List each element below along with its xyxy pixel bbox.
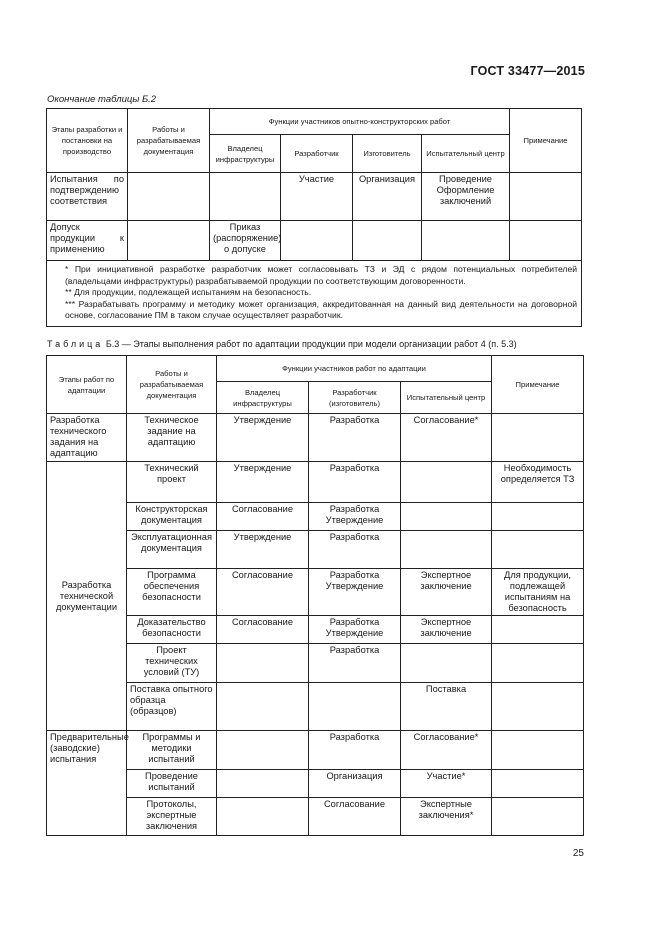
b3-cell-developer: Поставка: [401, 683, 492, 731]
table-row: [47, 503, 584, 531]
b3-cell-work: Конструкторская документация: [127, 503, 217, 531]
b2-header-test-center: Испытательный центр: [422, 135, 510, 173]
b2-cell-developer: Участие: [281, 173, 353, 221]
b2-cell-manufacturer: [353, 221, 422, 261]
table-row: [47, 221, 582, 261]
footnote: *** Разрабатывать программу и методику может организация, аккредитованная на данный вид деятельности на договорной основе, согласование ПМ в таком случае осуществляет разработчик.: [65, 298, 578, 320]
b3-cell-developer: Разработка Утверждение: [309, 503, 401, 531]
b3-stage-cell: Разработка технической документации: [47, 462, 127, 731]
b3-cell-developer: Разработка: [309, 414, 401, 462]
b3-cell-note: [492, 616, 584, 644]
b3-cell-work: Программы и методики испытаний: [127, 731, 217, 770]
table-row: [47, 770, 584, 798]
b3-cell-test-center: [401, 531, 492, 569]
b3-cell-note: Необходимость определяется ТЗ: [492, 462, 584, 503]
b3-cell-note: [492, 503, 584, 531]
table-row: [47, 462, 584, 503]
b3-cell-developer: Разработка Утверждение: [309, 616, 401, 644]
table-row: [47, 798, 584, 836]
b3-cell-note: [492, 770, 584, 798]
b3-cell-owner: [217, 798, 309, 836]
b2-cell-test-center: [422, 221, 510, 261]
b3-cell-note: [492, 531, 584, 569]
b3-cell-test-center: [401, 644, 492, 683]
b3-cell-note: [492, 798, 584, 836]
b3-stage-cell: Предварительные (заводские) испытания: [47, 731, 127, 836]
table-b3-caption-text: Б.3 — Этапы выполнения работ по адаптации продукции при модели организации работ 4 (п. 5.3): [105, 339, 517, 349]
b2-cell-note: [510, 173, 582, 221]
table-b3: [46, 355, 584, 836]
table-row: [47, 414, 584, 462]
b3-cell-work: Доказательство безопасности: [127, 616, 217, 644]
b3-cell-owner: Утверждение: [217, 531, 309, 569]
b3-header-owner: Владелец инфраструктуры: [217, 382, 309, 414]
b3-header-test-center: Испытательный центр: [401, 382, 492, 414]
b3-cell-owner: Согласование: [217, 569, 309, 616]
b2-header-note: Примечание: [510, 109, 582, 173]
b3-cell-developer: Разработка: [309, 531, 401, 569]
b3-header-developer: Разработчик (изготовитель): [309, 382, 401, 414]
b3-cell-owner: Утверждение: [217, 414, 309, 462]
table-b2: [46, 108, 582, 327]
b3-cell-work: Программа обеспечения безопасности: [127, 569, 217, 616]
b3-cell-test-center: [401, 462, 492, 503]
b3-cell-test-center: Согласование*: [401, 731, 492, 770]
b3-cell-work: Техническое задание на адаптацию: [127, 414, 217, 462]
b3-cell-developer: Согласование: [309, 798, 401, 836]
b3-header-work: Работы и разрабатываемая документация: [127, 356, 217, 414]
b2-header-functions: Функции участников опытно-конструкторских работ: [210, 109, 510, 135]
b3-cell-test-center: Экспертные заключения*: [401, 798, 492, 836]
b2-cell-owner: Приказ (распоряжение) о допуске: [210, 221, 281, 261]
b2-header-stages: Этапы разработки и постановки на производство: [47, 109, 128, 173]
b3-cell-test-center: Участие*: [401, 770, 492, 798]
b3-cell-owner: Согласование: [217, 616, 309, 644]
b2-cell-work: [128, 221, 210, 261]
b3-cell-work: Протоколы, экспертные заключения: [127, 798, 217, 836]
b3-cell-note: [492, 644, 584, 683]
footnote: ** Для продукции, подлежащей испытаниям на безопасность.: [65, 287, 312, 297]
b2-footnotes: [47, 261, 582, 327]
b3-cell-owner: Согласование: [217, 503, 309, 531]
standard-number: ГОСТ 33477—2015: [470, 64, 585, 78]
b2-cell-stage: Допуск продукции к применению: [47, 221, 128, 261]
b2-cell-test-center: Проведение Оформление заключений: [422, 173, 510, 221]
table-row: [47, 569, 584, 616]
b3-cell-developer: Организация: [309, 770, 401, 798]
table-row: [47, 644, 584, 683]
b3-cell-owner: [309, 683, 401, 731]
b3-cell-note: [492, 731, 584, 770]
b3-cell-test-center: Согласование*: [401, 414, 492, 462]
b3-cell-developer: Разработка: [309, 731, 401, 770]
b3-cell-developer: Разработка: [309, 644, 401, 683]
b3-cell-test-center: [401, 503, 492, 531]
b2-cell-stage: Испытания по подтверждению соответствия: [47, 173, 128, 221]
b3-cell-owner: [217, 731, 309, 770]
b3-cell-developer: Разработка: [309, 462, 401, 503]
table-row: [47, 616, 584, 644]
b3-cell-work: Эксплуатационная документация: [127, 531, 217, 569]
b3-cell-owner: Утверждение: [217, 462, 309, 503]
b2-cell-manufacturer: Организация: [353, 173, 422, 221]
b3-header-stages: Этапы работ по адаптации: [47, 356, 127, 414]
table-row: [47, 531, 584, 569]
b2-header-owner: Владелец инфраструктуры: [210, 135, 281, 173]
b2-notes-row: [47, 261, 582, 327]
b3-cell-developer: Разработка Утверждение: [309, 569, 401, 616]
b2-cell-developer: [281, 221, 353, 261]
footnote: * При инициативной разработке разработчик может согласовывать ТЗ и ЭД с рядом потенциальных потребителей (владельцами инфраструктуры) разрабатываемой продукции по соответствующим договоренности.: [65, 264, 578, 286]
b2-cell-note: [510, 221, 582, 261]
b3-cell-test-center: [492, 683, 584, 731]
b2-header-developer: Разработчик: [281, 135, 353, 173]
b3-stage-cell: Поставка опытного образца (образцов): [127, 683, 217, 731]
table-row: [47, 731, 584, 770]
b2-cell-owner: [210, 173, 281, 221]
b3-cell-test-center: Экспертное заключение: [401, 569, 492, 616]
page-number: 25: [572, 848, 584, 859]
b3-cell-work: Проект технических условий (ТУ): [127, 644, 217, 683]
table-b3-caption-prefix: Таблица: [47, 339, 104, 349]
b2-header-work: Работы и разрабатываемая документация: [128, 109, 210, 173]
table-row: [47, 173, 582, 221]
b3-cell-owner: [217, 770, 309, 798]
b2-cell-work: [128, 173, 210, 221]
b3-stage-cell: Разработка технического задания на адаптацию: [47, 414, 127, 462]
table-b3-caption: [47, 339, 517, 349]
b3-cell-work: [217, 683, 309, 731]
b3-cell-note: Для продукции, подлежащей испытаниям на безопасность: [492, 569, 584, 616]
b3-cell-work: Технический проект: [127, 462, 217, 503]
b3-cell-owner: [217, 644, 309, 683]
b3-header-functions: Функции участников работ по адаптации: [217, 356, 492, 382]
b3-cell-test-center: Экспертное заключение: [401, 616, 492, 644]
b2-header-manufacturer: Изготовитель: [353, 135, 422, 173]
table-row: [47, 683, 584, 731]
b3-cell-note: [492, 414, 584, 462]
table-b2-caption: Окончание таблицы Б.2: [47, 94, 157, 105]
b3-header-note: Примечание: [492, 356, 584, 414]
b3-cell-work: Проведение испытаний: [127, 770, 217, 798]
